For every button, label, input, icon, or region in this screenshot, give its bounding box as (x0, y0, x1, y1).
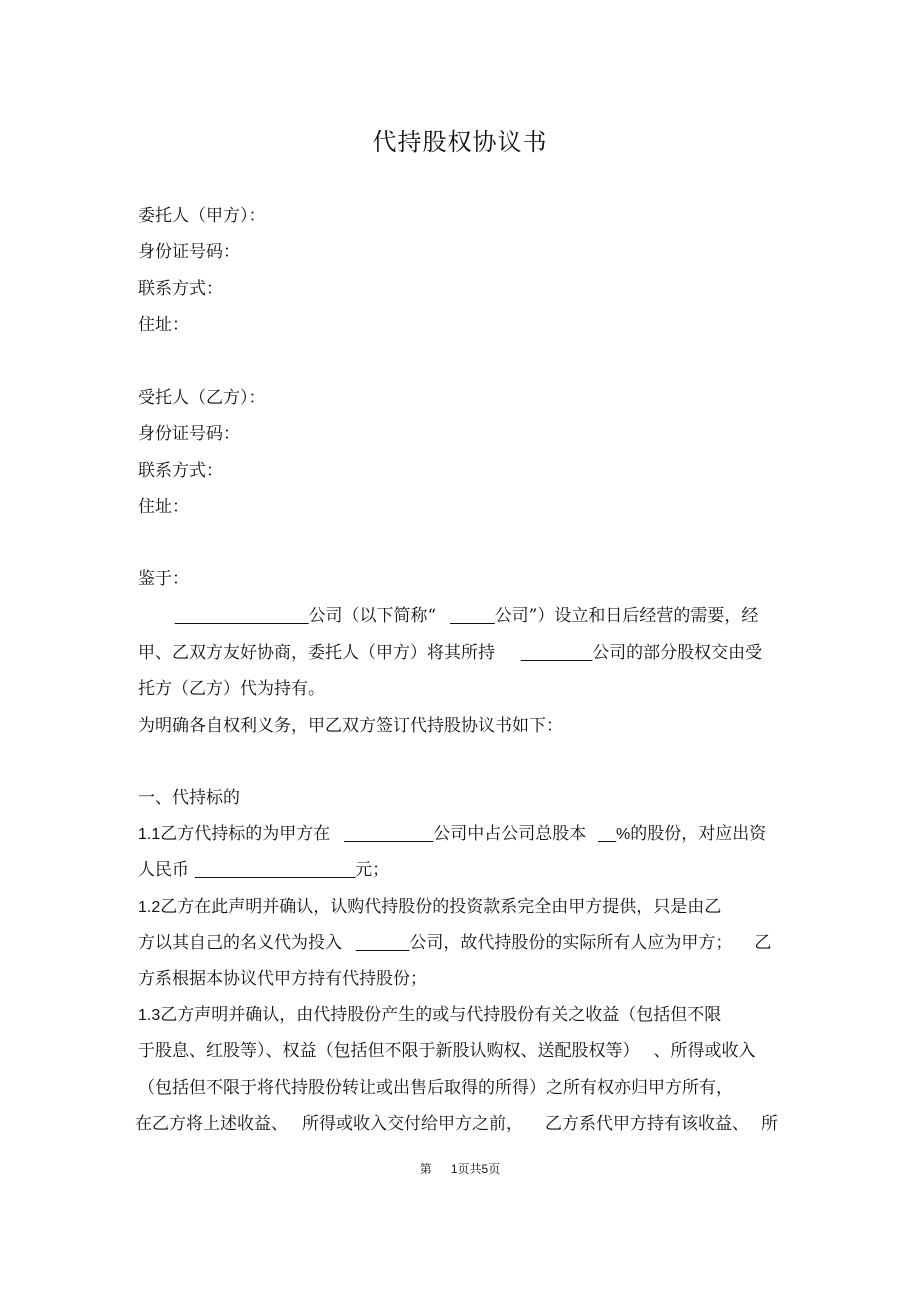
clause-number: 1.1 (138, 826, 161, 843)
blank-company-name: ______ (356, 935, 410, 952)
clause-text: 所 (761, 1114, 778, 1134)
clause-text: 乙方代持标的为甲方在 (160, 824, 331, 844)
clause-number: 1.3 (138, 1007, 161, 1024)
clause-text: 于股息、红股等）、权益（包括但不限于新股认购权、送配股权等） (138, 1041, 640, 1061)
footer-prefix: 第 (419, 1162, 432, 1176)
footer-suffix: 页 (488, 1162, 501, 1176)
party-b-label: 受托人（乙方）： (138, 388, 266, 408)
clause-1-2-line2 (138, 931, 771, 956)
recital-text: 甲、乙双方友好协商，委托人（甲方）将其所持 (138, 643, 495, 663)
clause-1-2-line3: 方系根据本协议代甲方持有代持股份； (138, 969, 427, 989)
clause-1-3-line4 (135, 1112, 778, 1136)
recital-text: 公司”）设立和日后经营的需要，经 (494, 606, 759, 626)
clause-1-3-line3: （包括但不限于将代持股份转让或出售后取得的所得）之所有权亦归甲方所有， (138, 1078, 733, 1098)
document-title: 代持股权协议书 (372, 128, 548, 156)
party-b-contact-label: 联系方式： (138, 461, 223, 481)
clause-text: 元； (355, 860, 390, 880)
clause-text: 所得或收入交付给甲方之前， (302, 1114, 523, 1134)
clause-1-1-line1 (138, 822, 766, 847)
clause-text: 人民币 (138, 860, 189, 880)
footer-middle: 页共 (457, 1162, 482, 1176)
clause-text: 公司中占公司总股本 (433, 824, 587, 844)
party-a-label: 委托人（甲方）： (138, 206, 266, 226)
clause-text: 在乙方将上述收益、 (135, 1114, 288, 1134)
blank-amount: __________________ (195, 862, 356, 879)
section-1-heading: 一、代持标的 (138, 788, 240, 808)
recital-heading: 鉴于： (138, 569, 189, 589)
recital-text: 公司的部分股权交由受 (592, 643, 763, 663)
recital-paragraph-line1 (175, 604, 758, 629)
clause-text: 乙方在此声明并确认，认购代持股份的投资款系完全由甲方提供，只是由乙 (160, 897, 722, 917)
party-a-address-label: 住址： (138, 315, 189, 335)
clause-text: 乙方声明并确认，由代持股份产生的或与代持股份有关之收益（包括但不限 (160, 1005, 722, 1025)
page-footer (0, 1160, 920, 1177)
clause-1-3-line2 (138, 1039, 756, 1063)
clause-text: 方以其自己的名义代为投入 (138, 933, 342, 953)
party-a-id-label: 身份证号码： (138, 242, 240, 262)
clause-text: 、所得或收入 (653, 1041, 756, 1061)
total-page-number: 5 (481, 1162, 489, 1176)
recital-paragraph-line2 (138, 641, 762, 666)
clause-number: 1.2 (138, 899, 161, 916)
blank-percentage: __% (598, 826, 631, 843)
party-b-id-label: 身份证号码： (138, 424, 240, 444)
clause-1-2-line1 (138, 895, 721, 920)
clause-text: 乙 (754, 933, 772, 953)
blank-company-held: ________ (521, 645, 593, 662)
blank-company-short-name: _____ (450, 608, 495, 625)
recital-text: 公司（以下简称“ (308, 606, 437, 626)
party-a-contact-label: 联系方式： (138, 279, 223, 299)
clause-1-3-line1 (138, 1003, 721, 1028)
recital-paragraph-line3: 托方（乙方）代为持有。 (138, 679, 325, 699)
recital-paragraph-line4: 为明确各自权利义务，甲乙双方签订代持股协议书如下： (138, 716, 563, 736)
clause-1-1-line2 (138, 858, 389, 883)
party-b-address-label: 住址： (138, 497, 189, 517)
blank-company-name: __________ (344, 826, 434, 843)
blank-company-name: _______________ (175, 608, 309, 625)
clause-text: 乙方系代甲方持有该收益、 (545, 1114, 749, 1134)
current-page-number: 1 (450, 1162, 458, 1176)
clause-text: 的股份，对应出资 (630, 824, 767, 844)
clause-text: 公司，故代持股份的实际所有人应为甲方； (409, 933, 733, 953)
